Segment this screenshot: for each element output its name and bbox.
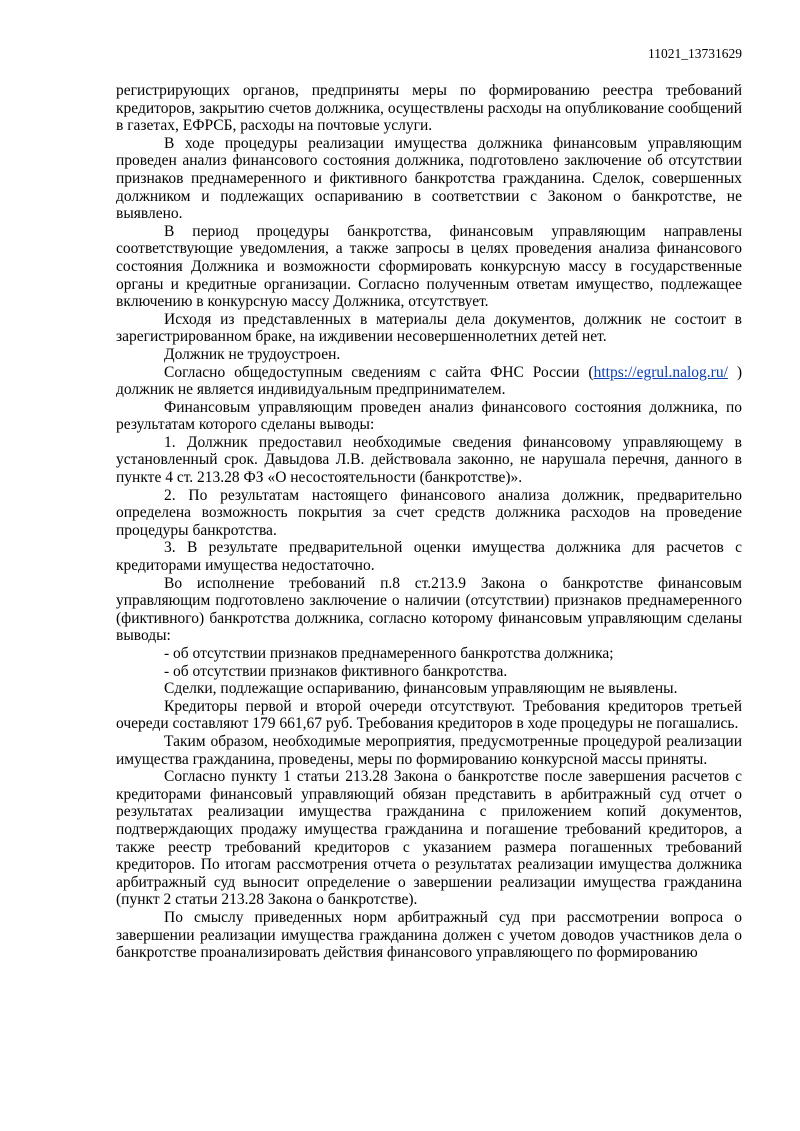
paragraph-4: Исходя из представленных в материалы дела документов, должник не состоит в зарегистрированном браке, на иждивении несовершеннолетних детей нет. <box>116 310 742 346</box>
paragraph-17: Согласно пункту 1 статьи 213.28 Закона о банкротстве после завершения расчетов с кредиторами финансовый управляющий обязан представить в арбитражный суд отчет о результатах реализации имущества гражданина с приложением копий документов, подтверждающих продажу имущества гражданина и погашение требований кредиторов, а также реестр требований кредиторов с указанием размера погашенных требований кредиторов. По итогам рассмотрения отчета о результатах реализации имущества должника арбитражный суд выносит определение о завершении реализации имущества гражданина (пункт 2 статьи 213.28 Закона о банкротстве). <box>116 768 742 909</box>
paragraph-13: - об отсутствии признаков фиктивного банкротства. <box>164 662 508 680</box>
paragraph-15: Кредиторы первой и второй очереди отсутствуют. Требования кредиторов третьей очереди составляют 179 661,67 руб. Требования кредиторов в ходе процедуры не погашались. <box>116 697 742 733</box>
egrul-link[interactable]: https://egrul.nalog.ru/ <box>593 363 728 381</box>
paragraph-16: Таким образом, необходимые мероприятия, предусмотренные процедурой реализации имущества гражданина, проведены, меры по формированию конкурсной массы приняты. <box>116 732 742 768</box>
paragraph-5: Должник не трудоустроен. <box>164 345 341 363</box>
paragraph-11: Во исполнение требований п.8 ст.213.9 Закона о банкротстве финансовым управляющим подготовлено заключение о наличии (отсутствии) признаков преднамеренного (фиктивного) банкротства должника, согласно которому финансовым управляющим сделаны выводы: <box>116 574 742 645</box>
paragraph-1: регистрирующих органов, предприняты меры по формированию реестра требований кредиторов, закрытию счетов должника, осуществлены расходы на опубликование сообщений в газетах, ЕФРСБ, расходы на почтовые услуги. <box>116 82 742 135</box>
paragraph-9: 2. По результатам настоящего финансового анализа должник, предварительно определена возможность покрытия за счет средств должника расходов на проведение процедуры банкротства. <box>116 486 742 539</box>
paragraph-10: 3. В результате предварительной оценки имущества должника для расчетов с кредиторами имущества недостаточно. <box>116 539 742 575</box>
paragraph-12: - об отсутствии признаков преднамеренного банкротства должника; <box>164 645 614 662</box>
document-id: 11021_13731629 <box>648 46 742 61</box>
paragraph-6 <box>116 364 742 399</box>
paragraph-6-after: ) должник не является индивидуальным предпринимателем. <box>116 363 742 399</box>
paragraph-7: Финансовым управляющим проведен анализ финансового состояния должника, по результатам которого сделаны выводы: <box>116 398 742 434</box>
paragraph-3: В период процедуры банкротства, финансовым управляющим направлены соответствующие уведомления, а также запросы в целях проведения анализа финансового состояния Должника и возможности сформировать конкурсную массу в государственные органы и кредитные организации. Согласно полученным ответам имущество, подлежащее включению в конкурсную массу Должника, отсутствует. <box>116 222 742 311</box>
paragraph-8: 1. Должник предоставил необходимые сведения финансовому управляющему в установленный срок. Давыдова Л.В. действовала законно, не нарушала перечня, данного в пункте 4 ст. 213.28 ФЗ «О несостоятельности (банкротстве)». <box>116 433 742 487</box>
document-body <box>116 82 742 962</box>
paragraph-18: По смыслу приведенных норм арбитражный суд при рассмотрении вопроса о завершении реализации имущества гражданина должен с учетом доводов участников дела о банкротстве проанализировать действия финансового управляющего по формированию <box>116 908 742 962</box>
paragraph-14: Сделки, подлежащие оспариванию, финансовым управляющим не выявлены. <box>164 680 678 698</box>
paragraph-6-before: Согласно общедоступным сведениям с сайта ФНС России ( <box>164 363 594 381</box>
paragraph-2: В ходе процедуры реализации имущества должника финансовым управляющим проведен анализ финансового состояния должника, подготовлено заключение об отсутствии признаков преднамеренного и фиктивного банкротства гражданина. Сделок, совершенных должником и подлежащих оспариванию в соответствии с Законом о банкротстве, не выявлено. <box>116 134 742 223</box>
